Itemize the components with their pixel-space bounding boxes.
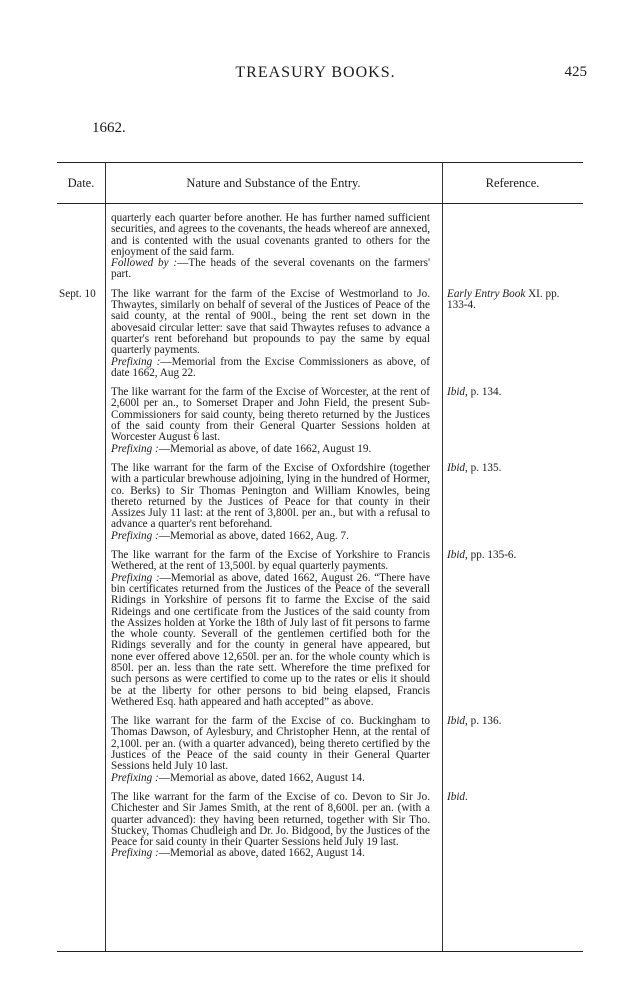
- prefix-label: Prefixing :: [111, 571, 160, 584]
- prefix-text: —Memorial as above, dated 1662, August 14.: [158, 847, 365, 860]
- entry-text: The like warrant for the farm of the Excise of co. Buckingham to Thomas Dawson, of Aylesbury, and Christopher Henn, at the rental of 2,100l. per an. (with a quarter advanced), being thereto certified by the Justices of the Peace of the said county in their General Quarter Sessions held July 10 last.: [111, 715, 430, 773]
- reference-text: .: [465, 790, 468, 803]
- entry-text: The like warrant for the farm of the Excise of Yorkshire to Francis Wethered, at the rent of 13,500l. by equal quarterly payments.: [111, 549, 430, 573]
- reference-text: , p. 135.: [465, 461, 502, 474]
- entry-prefixing: [111, 258, 430, 281]
- entry-text: quarterly each quarter before another. He has further named sufficient securities, and agrees to the covenants, the heads whereof are annexed, and is contented with the usual covenants granted to others for the enjoyment of the said farm.: [111, 212, 430, 258]
- table-row: [57, 213, 583, 281]
- running-head: TREASURY BOOKS.: [235, 64, 396, 81]
- reference-italic: Ibid: [447, 461, 466, 474]
- entries: [57, 213, 583, 868]
- entry-body: [111, 387, 430, 455]
- table-header: [57, 163, 583, 204]
- entry-text: The like warrant for the farm of the Excise of Oxfordshire (together with a particular brewhouse adjoining, lying in the hundred of Hormer, co. Berks) to Sir Thomas Penington and William Knowles, being thereto returned by the Justices of Peace for that county in their Assizes July 11 last: at the rent of 3,800l. per an., but with a refusal to advance a quarter's rent beforehand.: [111, 461, 430, 531]
- prefix-text: —Memorial as above, dated 1662, Aug. 7.: [158, 529, 349, 542]
- entry-body: [111, 289, 430, 379]
- column-header-nature: Nature and Substance of the Entry.: [186, 176, 361, 190]
- table-row: [57, 792, 583, 860]
- entry-reference: [442, 289, 575, 379]
- entry-prefixing: [111, 573, 430, 709]
- entry-reference: [442, 387, 575, 455]
- reference-text: , p. 136.: [465, 715, 502, 728]
- entry-date: [57, 792, 103, 860]
- entry-reference: [442, 213, 575, 281]
- table-row: [57, 387, 583, 455]
- reference-italic: Early Entry Book: [447, 287, 526, 300]
- entry-date: [57, 387, 103, 455]
- prefix-text: —Memorial as above, of date 1662, August 19.: [158, 442, 372, 455]
- entry-date: [57, 213, 103, 281]
- column-header-reference: Reference.: [485, 176, 540, 190]
- table-row: [57, 463, 583, 542]
- prefix-label: Prefixing :: [111, 355, 161, 368]
- entry-date: [57, 463, 103, 542]
- table-row: [57, 716, 583, 784]
- prefix-label: Prefixing :: [111, 771, 159, 784]
- entry-prefixing: [111, 848, 430, 859]
- prefix-text: —Memorial as above, dated 1662, August 14.: [158, 771, 365, 784]
- entry-body: [111, 716, 430, 784]
- entry-text: The like warrant for the farm of the Excise of Westmorland to Jo. Thwaytes, similarly on behalf of several of the Justices of Peace of the said county, at the rental of 900l., being the rent set down in the abovesaid circular letter: save that said Thwaytes refuses to advance a quarter's rent beforehand but propounds to pay the same by equal quarterly payments.: [111, 287, 430, 357]
- entry-body: [111, 550, 430, 708]
- reference-italic: Ibid: [447, 790, 466, 803]
- entry-body: [111, 213, 430, 281]
- entry-prefixing: [111, 773, 430, 784]
- entry-reference: [442, 716, 575, 784]
- reference-text: , pp. 135-6.: [465, 549, 517, 562]
- page-number: 425: [564, 64, 587, 80]
- reference-italic: Ibid: [447, 549, 466, 562]
- entry-reference: [442, 463, 575, 542]
- prefix-text: —The heads of the several covenants on the farmers' part.: [111, 257, 430, 281]
- entry-text: The like warrant for the farm of the Excise of co. Devon to Sir Jo. Chichester and Sir James Smith, at the rent of 8,600l. per an. (with a quarter advanced): they having been returned, together with Sir Tho. Stuckey, Thomas Chudleigh and Dr. Jo. Bidgood, by the Justices of the Peace for said county in their Quarter Sessions held July 19 last.: [111, 790, 430, 849]
- prefix-label: Prefixing :: [111, 529, 159, 542]
- entry-reference: [442, 792, 575, 860]
- entry-date: [57, 550, 103, 708]
- prefix-text: —Memorial from the Excise Commissioners as above, of date 1662, Aug 22.: [111, 355, 430, 379]
- reference-italic: Ibid: [447, 715, 466, 728]
- table-row: [57, 550, 583, 708]
- ledger-table: [57, 162, 583, 952]
- prefix-text: —Memorial as above, dated 1662, August 26. “There have bin certificates returned from the Justices of the Peace of the severall Ridings in Yorkshire of persons fit to farme the Excise of the said Rideings and one certificate from the Justices of the said county from the Assizes holden at Yorke the 18th of July last of fit persons to farme the whole county. Severall of the gentlemen certified both for the Ridings severally and for the county in general have appeared, but none ever offered above 12,650l. per an. for the whole county which is 850l. per an. less than the rate sett. Wherefore the time prefixed for such persons as were certified to come up to the rates or elis it should be at the liberty for other persons to bid being elapsed, Francis Wethered Esq. hath appeared and hath accepted” as above.: [111, 571, 430, 708]
- prefix-label: Prefixing :: [111, 442, 159, 455]
- year-heading: 1662.: [92, 120, 126, 136]
- prefix-label: Prefixing :: [111, 847, 159, 860]
- entry-prefixing: [111, 357, 430, 380]
- reference-text: , p. 134.: [465, 386, 502, 399]
- entry-body: [111, 792, 430, 860]
- entry-prefixing: [111, 444, 430, 455]
- page-header: [0, 64, 631, 88]
- reference-italic: Ibid: [447, 386, 466, 399]
- entry-date: Sept. 10: [59, 287, 96, 300]
- entry-reference: [442, 550, 575, 708]
- prefix-label: Followed by :: [111, 257, 178, 270]
- entry-body: [111, 463, 430, 542]
- entry-date: [57, 716, 103, 784]
- reference-text: XI. pp. 133-4.: [447, 287, 560, 312]
- entry-text: The like warrant for the farm of the Excise of Worcester, at the rent of 2,600l per an., to Somerset Draper and John Field, the present Sub-Commissioners for said county, being thereto returned by the Justices of the said county from their General Quarter Sessions holden at Worcester August 6 last.: [111, 386, 430, 444]
- column-header-date: Date.: [67, 176, 95, 190]
- table-row: [57, 289, 583, 379]
- entry-prefixing: [111, 531, 430, 542]
